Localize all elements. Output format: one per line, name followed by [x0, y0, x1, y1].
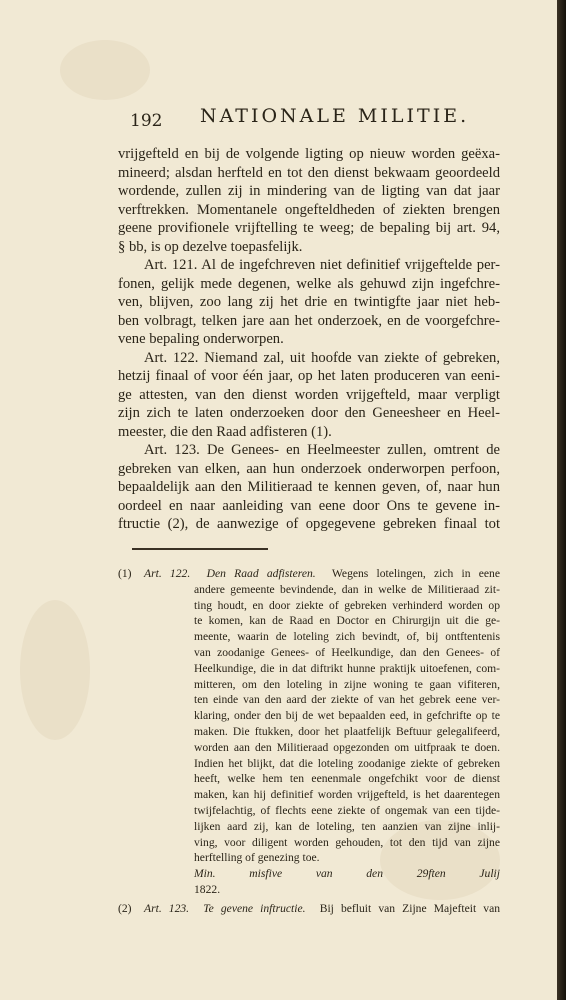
footnote-1-year: 1822.	[194, 882, 221, 896]
footnote-rule	[132, 548, 268, 550]
footnote-2-text: Bij befluit van Zijne Majefteit van	[319, 901, 501, 915]
footnote-2-label: (2)	[118, 901, 132, 915]
footnote-2-line	[118, 901, 500, 917]
paper-stain	[20, 600, 90, 740]
body-line: meester, die den Raad adfisteren (1).	[118, 423, 332, 440]
footnote-1-first-line	[118, 566, 500, 582]
body-line: oordeel en naar aanleiding van eene door Ons te gevene in-	[118, 497, 500, 514]
footnotes	[118, 566, 500, 917]
footnote-1-label: (1)	[118, 567, 132, 580]
body-line: ge attesten, van den dienst worden vrijgefteld, maar verpligt	[118, 386, 500, 403]
footnote-1-line: andere gemeente bevindende, dan in welke de Militieraad zit-	[194, 582, 500, 596]
body-line: verftrekken. Momentanele ongefteldheden of ziekten brengen	[118, 201, 500, 218]
footnote-1-source: Min. misfive van den 29ften Julij	[194, 867, 500, 881]
body-line: zijn zich te laten onderzoeken door den Geneesheer en Heel-	[118, 405, 500, 421]
body-line: mineerd; alsdan herfteld en tot den dienst bekwaam geoordeeld	[118, 164, 500, 181]
footnote-1-line: ving, voor diligent worden gehouden, tot den tijd van zijne	[194, 835, 500, 849]
footnote-1-line: Heelkundige, die in dat diftrikt hunne praktijk uitoefenen, com-	[194, 661, 500, 675]
page-edge-shadow	[557, 0, 566, 1000]
footnote-1-title: Den Raad adfisteren.	[206, 567, 316, 580]
body-line: ftructie (2), de aanwezige of opgegevene gebreken finaal tot	[118, 516, 500, 532]
footnote-1-body	[118, 582, 500, 866]
running-title: NATIONALE MILITIE.	[200, 105, 470, 127]
footnote-1-line: ting houdt, en door ziekte of gebreken verhinderd worden op	[194, 598, 500, 612]
body-line: Art. 123. De Genees- en Heelmeester zullen, omtrent de	[144, 442, 500, 458]
body-line: vrijgefteld en bij de volgende ligting op nieuw worden geëxa-	[118, 146, 500, 162]
footnote-1-line: maken, kan hij definitief worden vrijgefteld, is het daarentegen	[194, 788, 500, 802]
footnote-1-line: ten einde van den aard der ziekte of van het gebrek eene ver-	[194, 693, 500, 707]
footnote-1-text-start: Wegens lotelingen, zich in eene	[331, 567, 500, 580]
body-line: wordende, zullen zij in mindering van de ligting van dat jaar	[118, 183, 500, 199]
footnote-1-line: worden aan den Militieraad opgezonden om uitfpraak te doen.	[194, 740, 500, 754]
footnote-1-line: meente, waarin de loteling zich bevindt, of, bij ontftentenis	[194, 630, 500, 644]
body-line: ven, blijven, zoo lang zij het drie en twintigfte jaar niet heb-	[118, 294, 500, 310]
footnote-1-line: herftelling of genezing toe.	[194, 851, 320, 865]
footnote-1-line: maken. Die ftukken, door het plaatfelijk Beftuur gelegalifeerd,	[194, 724, 500, 738]
footnote-2-article: Art. 123.	[144, 901, 190, 915]
body-line: geene provifionele vrijftelling te weeg; de bepaling bij art. 94,	[118, 220, 500, 236]
footnote-1-line: van zoodanige Genees- of Heelkundige, dan den Genees- of	[194, 645, 500, 659]
footnote-1-source-line	[118, 866, 500, 882]
footnote-2-title: Te gevene inftructie.	[203, 901, 306, 915]
body-line: Art. 122. Niemand zal, uit hoofde van ziekte of gebreken,	[144, 349, 500, 366]
body-line: Art. 121. Al de ingefchreven niet definitief vrijgeftelde per-	[144, 257, 500, 273]
paper-stain	[60, 40, 150, 100]
footnote-1-article: Art. 122.	[144, 567, 191, 580]
footnote-1-line: te komen, kan de Raad en Doctor en Chirurgijn uit die ge-	[194, 614, 500, 628]
body-text	[118, 145, 500, 534]
footnote-1-line: twijfelachtig, of flechts eene ziekte of ongemak van een tijde-	[194, 803, 500, 817]
page-number: 192	[130, 111, 163, 131]
body-line: gebreken van elken, aan hun onderzoek onderworpen perfoon,	[118, 460, 500, 477]
footnote-1-line: lijken aard zij, kan de loteling, ten aanzien van zijne inlij-	[194, 819, 500, 833]
body-line: ben volbragt, telken jare aan het onderzoek, en de voorgefchre-	[118, 312, 500, 329]
body-line: § bb, is op dezelve toepasfelijk.	[118, 238, 303, 255]
footnote-1-line: heeft, welke hem ten eenenmale ongefchikt voor de dienst	[194, 772, 500, 786]
body-line: fonen, gelijk mede degenen, welke als gehuwd zijn ingefchre-	[118, 275, 500, 292]
footnote-1-line: klaring, onder den bij de wet bepaalden eed, in gefchrifte op te	[194, 709, 500, 723]
body-line: bepaaldelijk aan den Militieraad te kennen geven, of, naar hun	[118, 479, 500, 495]
body-line: vene bepaling onderworpen.	[118, 331, 284, 347]
footnote-1-line: mitteren, om den loteling in zijne woning te gaan vifiteren,	[194, 677, 500, 691]
body-line: hetzij finaal of voor één jaar, op het laten produceren van eeni-	[118, 368, 500, 384]
footnote-1-line: Indien het blijkt, dat die loteling zoodanige ziekte of gebreken	[194, 756, 500, 770]
page-header	[130, 105, 530, 135]
